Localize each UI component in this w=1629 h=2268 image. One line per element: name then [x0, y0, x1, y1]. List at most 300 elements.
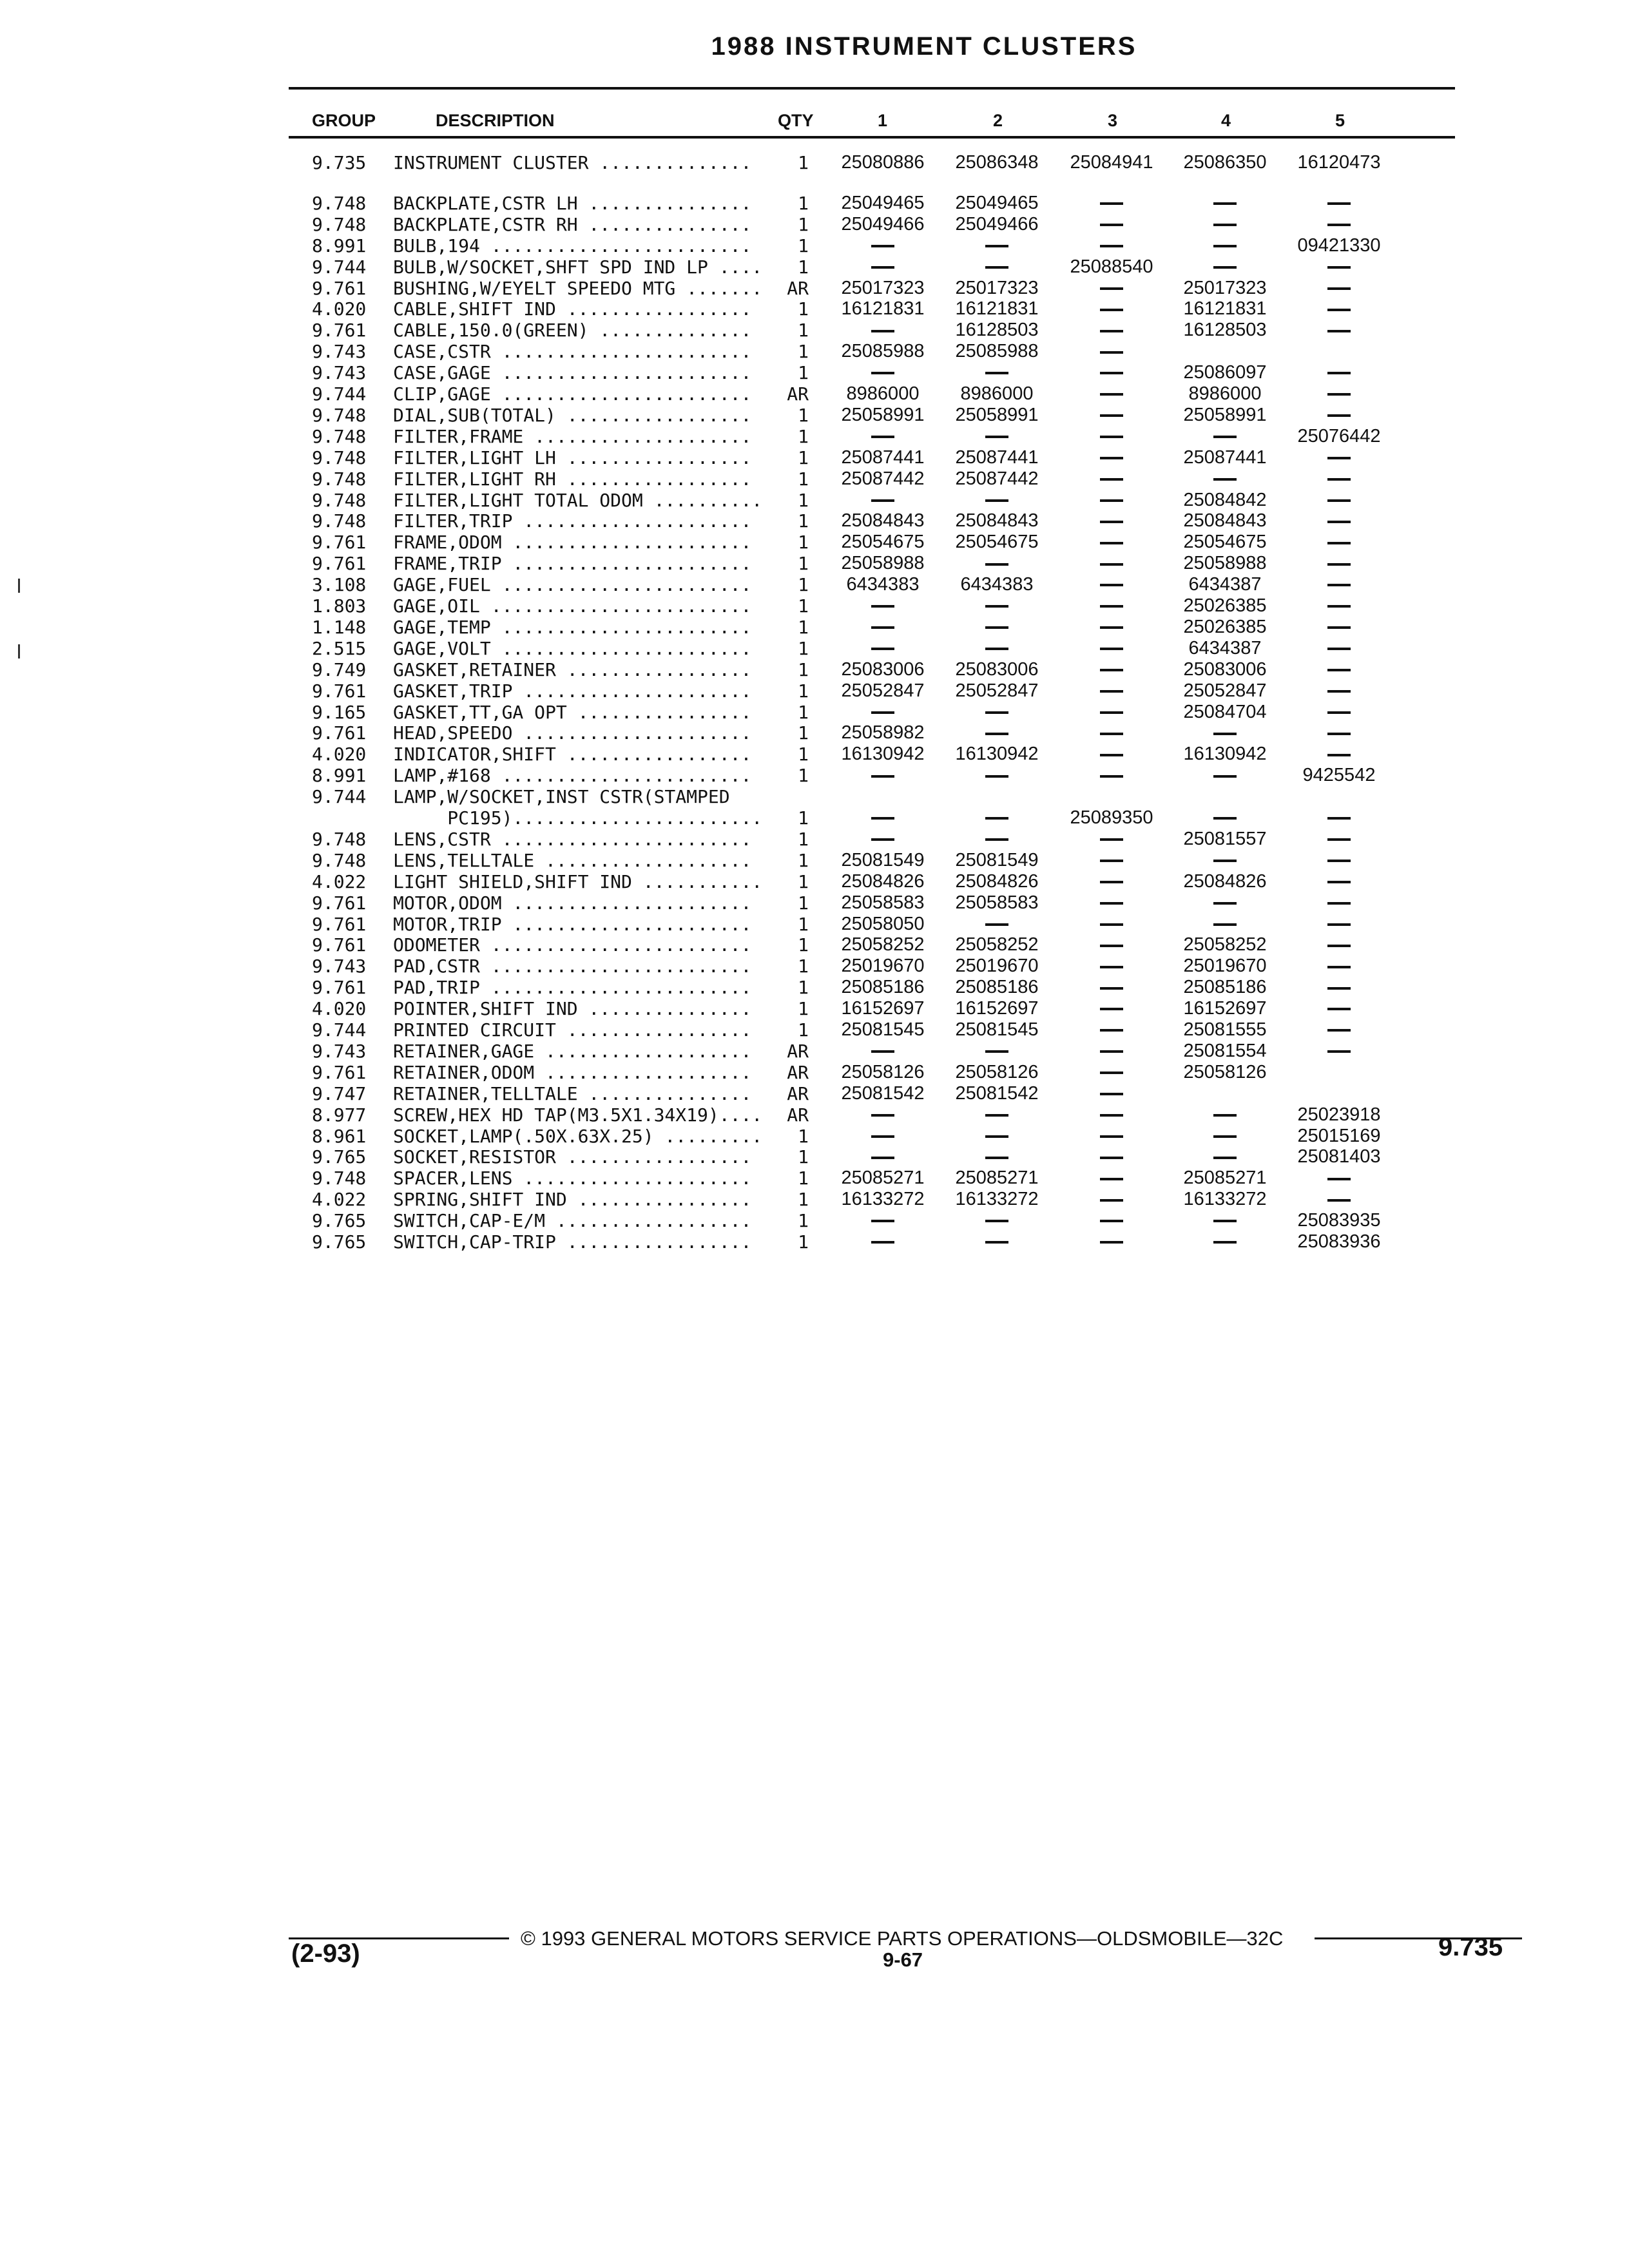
dash-mark: [1327, 945, 1351, 947]
group-cell: 9.765: [312, 1231, 367, 1253]
qty-cell: 1: [798, 744, 809, 765]
part-number-cell: 16128503: [1183, 320, 1267, 341]
qty-cell: 1: [798, 1210, 809, 1232]
description-cell: LIGHT SHIELD,SHIFT IND ...........: [393, 870, 763, 892]
qty-cell: 1: [798, 913, 809, 935]
not-applicable-dash: [1278, 490, 1400, 511]
not-applicable-dash: [1278, 829, 1400, 850]
not-applicable-dash: [822, 256, 944, 278]
dash-mark: [1100, 775, 1123, 778]
not-applicable-dash: [1050, 468, 1173, 490]
part-number-cell: 25085988: [955, 341, 1039, 362]
group-cell: 4.020: [312, 744, 367, 765]
dash-mark: [871, 1050, 894, 1053]
part-number-cell: 16121831: [955, 298, 1039, 320]
not-applicable-dash: [1278, 914, 1400, 935]
not-applicable-dash: [1278, 850, 1400, 871]
dash-mark: [1327, 987, 1351, 990]
description-cell: CASE,CSTR .......................: [393, 341, 752, 363]
not-applicable-dash: [936, 553, 1058, 574]
dash-mark: [1327, 202, 1351, 205]
not-applicable-dash: [936, 1210, 1058, 1231]
part-number-cell: 25058991: [1183, 404, 1267, 425]
group-cell: 9.748: [312, 404, 367, 426]
not-applicable-dash: [936, 1231, 1058, 1253]
dash-mark: [985, 1157, 1008, 1159]
not-applicable-dash: [1278, 468, 1400, 490]
part-number-cell: 25085271: [955, 1168, 1039, 1189]
dash-mark: [1327, 563, 1351, 566]
part-number-cell: 25084941: [1070, 152, 1153, 173]
qty-cell: 1: [798, 849, 809, 871]
group-cell: 1.148: [312, 616, 367, 638]
group-cell: 9.744: [312, 786, 367, 808]
qty-cell: 1: [798, 553, 809, 575]
not-applicable-dash: [1278, 532, 1400, 553]
dash-mark: [985, 648, 1008, 650]
table-row: [0, 1168, 1629, 1189]
part-number-cell: 16128503: [955, 320, 1039, 341]
not-applicable-dash: [1278, 702, 1400, 723]
qty-cell: AR: [787, 277, 809, 299]
not-applicable-dash: [1164, 468, 1286, 490]
qty-cell: 1: [798, 828, 809, 850]
group-cell: 8.991: [312, 235, 367, 256]
dash-mark: [1327, 966, 1351, 968]
margin-mark: [18, 579, 20, 593]
dash-mark: [1100, 1050, 1123, 1053]
description-cell: CLIP,GAGE .......................: [393, 383, 752, 405]
part-number-cell: 8986000: [846, 383, 920, 404]
not-applicable-dash: [1164, 1126, 1286, 1147]
description-cell: SPRING,SHIFT IND ................: [393, 1189, 752, 1211]
qty-cell: AR: [787, 1104, 809, 1126]
qty-cell: 1: [798, 362, 809, 384]
table-row: [0, 595, 1629, 617]
qty-cell: 1: [798, 510, 809, 532]
dash-mark: [985, 1220, 1008, 1222]
dash-mark: [1100, 224, 1123, 226]
dash-mark: [871, 605, 894, 608]
description-cell: SWITCH,CAP-TRIP .................: [393, 1231, 752, 1253]
dash-mark: [1100, 945, 1123, 947]
part-number-cell: 25026385: [1183, 595, 1267, 616]
dash-mark: [985, 817, 1008, 820]
description-cell: HEAD,SPEEDO .....................: [393, 722, 752, 744]
not-applicable-dash: [1050, 1041, 1173, 1062]
description-cell: INDICATOR,SHIFT .................: [393, 744, 752, 765]
description-cell: RETAINER,TELLTALE ...............: [393, 1082, 752, 1104]
qty-cell: 1: [798, 574, 809, 596]
qty-cell: 1: [798, 595, 809, 617]
qty-cell: 1: [798, 892, 809, 914]
dash-mark: [985, 838, 1008, 841]
page-number: 9-67: [883, 1948, 923, 1971]
dash-mark: [985, 266, 1008, 269]
dash-mark: [1213, 478, 1237, 481]
dash-mark: [871, 330, 894, 332]
table-row: [0, 574, 1629, 595]
part-number-cell: 25081542: [841, 1082, 925, 1104]
table-row: [0, 468, 1629, 490]
part-number-cell: 25085186: [1183, 977, 1267, 998]
not-applicable-dash: [1164, 426, 1286, 447]
part-number-cell: 25058982: [841, 722, 925, 744]
description-cell: SOCKET,RESISTOR .................: [393, 1146, 752, 1168]
dash-mark: [871, 711, 894, 714]
table-row: [0, 1062, 1629, 1083]
dash-mark: [1213, 1157, 1237, 1159]
part-number-cell: 16130942: [955, 744, 1039, 765]
description-cell: LAMP,W/SOCKET,INST CSTR(STAMPED: [393, 786, 730, 808]
dash-mark: [1327, 457, 1351, 459]
table-row: [0, 214, 1629, 235]
description-cell: SOCKET,LAMP(.50X.63X.25) .........: [393, 1125, 763, 1147]
description-cell: INSTRUMENT CLUSTER ..............: [393, 152, 752, 173]
part-number-cell: 25084826: [1183, 870, 1267, 892]
dash-mark: [1213, 860, 1237, 862]
dash-mark: [1213, 224, 1237, 226]
not-applicable-dash: [1050, 1083, 1173, 1104]
description-cell: FILTER,LIGHT TOTAL ODOM ..........: [393, 489, 763, 511]
dash-mark: [1100, 1157, 1123, 1159]
part-number-cell: 25083935: [1297, 1210, 1381, 1231]
dash-mark: [1327, 266, 1351, 269]
part-number-cell: 25084704: [1183, 701, 1267, 722]
part-number-cell: 25054675: [841, 532, 925, 553]
dash-mark: [1100, 923, 1123, 926]
part-number-cell: 16133272: [1183, 1189, 1267, 1210]
dash-mark: [1327, 605, 1351, 608]
not-applicable-dash: [1050, 341, 1173, 362]
dash-mark: [985, 923, 1008, 926]
not-applicable-dash: [822, 1231, 944, 1253]
group-cell: 9.748: [312, 468, 367, 490]
description-cell: BUSHING,W/EYELT SPEEDO MTG .......: [393, 277, 763, 299]
dash-mark: [1100, 245, 1123, 247]
not-applicable-dash: [1050, 532, 1173, 553]
table-row: [0, 532, 1629, 553]
part-number-cell: 25052847: [841, 680, 925, 701]
part-number-cell: 25049465: [841, 192, 925, 213]
dash-mark: [1327, 881, 1351, 883]
not-applicable-dash: [1278, 383, 1400, 405]
description-cell: FILTER,LIGHT RH .................: [393, 468, 752, 490]
description-cell: LAMP,#168 .......................: [393, 765, 752, 787]
group-cell: 9.761: [312, 277, 367, 299]
not-applicable-dash: [1278, 1041, 1400, 1062]
dash-mark: [1327, 521, 1351, 523]
not-applicable-dash: [1050, 510, 1173, 532]
qty-cell: 1: [798, 341, 809, 363]
table-row: [0, 1146, 1629, 1168]
qty-cell: 1: [798, 765, 809, 787]
dash-mark: [985, 1135, 1008, 1138]
column-header-description: DESCRIPTION: [436, 111, 555, 130]
part-number-cell: 6434387: [1188, 637, 1262, 658]
not-applicable-dash: [1050, 595, 1173, 617]
dash-mark: [1327, 817, 1351, 820]
table-row: [0, 1041, 1629, 1062]
part-number-cell: 25086348: [955, 152, 1039, 173]
part-number-cell: 9425542: [1302, 765, 1376, 786]
part-number-cell: 8986000: [1188, 383, 1262, 404]
table-row: [0, 1210, 1629, 1231]
group-cell: 4.022: [312, 1189, 367, 1211]
not-applicable-dash: [1278, 574, 1400, 595]
part-number-cell: 25081545: [955, 1019, 1039, 1040]
qty-cell: 1: [798, 320, 809, 341]
dash-mark: [1327, 648, 1351, 650]
part-number-cell: 25058252: [1183, 934, 1267, 956]
not-applicable-dash: [936, 829, 1058, 850]
dash-mark: [1100, 393, 1123, 396]
qty-cell: 1: [798, 870, 809, 892]
qty-cell: 1: [798, 213, 809, 235]
qty-cell: AR: [787, 1040, 809, 1062]
not-applicable-dash: [822, 320, 944, 341]
not-applicable-dash: [822, 638, 944, 659]
dash-mark: [1327, 330, 1351, 332]
part-number-cell: 25058252: [841, 934, 925, 956]
description-cell: SWITCH,CAP-E/M ..................: [393, 1210, 752, 1232]
table-row: [0, 914, 1629, 935]
not-applicable-dash: [1050, 702, 1173, 723]
not-applicable-dash: [1050, 405, 1173, 426]
part-number-cell: 25081545: [841, 1019, 925, 1040]
dash-mark: [871, 245, 894, 247]
part-number-cell: 25058126: [1183, 1061, 1267, 1082]
dash-mark: [1100, 881, 1123, 883]
description-cell: GAGE,TEMP .......................: [393, 616, 752, 638]
part-number-cell: 25081554: [1183, 1040, 1267, 1061]
table-row: [0, 786, 1629, 807]
not-applicable-dash: [1050, 426, 1173, 447]
date-code: (2-93): [291, 1939, 360, 1968]
dash-mark: [1213, 817, 1237, 820]
description-cell: DIAL,SUB(TOTAL) .................: [393, 404, 752, 426]
dash-mark: [1100, 605, 1123, 608]
dash-mark: [1327, 542, 1351, 544]
part-number-cell: 6434383: [846, 574, 920, 595]
dash-mark: [871, 1220, 894, 1222]
dash-mark: [1327, 1050, 1351, 1053]
not-applicable-dash: [1278, 871, 1400, 892]
not-applicable-dash: [936, 807, 1058, 829]
table-row: [0, 1189, 1629, 1210]
group-cell: 4.020: [312, 298, 367, 320]
part-number-cell: 25058126: [955, 1061, 1039, 1082]
dash-mark: [1100, 838, 1123, 841]
part-number-cell: 16121831: [1183, 298, 1267, 320]
table-row: [0, 152, 1629, 173]
dash-mark: [1100, 1135, 1123, 1138]
not-applicable-dash: [1050, 235, 1173, 256]
qty-cell: 1: [798, 1125, 809, 1147]
margin-mark: [18, 644, 20, 658]
table-row: [0, 807, 1629, 829]
not-applicable-dash: [1050, 1019, 1173, 1041]
qty-cell: 1: [798, 701, 809, 723]
description-cell: GAGE,VOLT .......................: [393, 637, 752, 659]
dash-mark: [1100, 499, 1123, 502]
dash-mark: [1100, 1178, 1123, 1180]
part-number-cell: 25084826: [841, 870, 925, 892]
not-applicable-dash: [1278, 362, 1400, 383]
group-cell: 9.744: [312, 383, 367, 405]
table-row: [0, 447, 1629, 468]
not-applicable-dash: [822, 702, 944, 723]
table-row: [0, 256, 1629, 278]
description-cell: PRINTED CIRCUIT .................: [393, 1019, 752, 1041]
part-number-cell: 25087441: [841, 447, 925, 468]
dash-mark: [1100, 1241, 1123, 1244]
dash-mark: [1100, 584, 1123, 586]
qty-cell: 1: [798, 192, 809, 214]
dash-mark: [1327, 626, 1351, 629]
part-number-cell: 25084843: [1183, 510, 1267, 532]
group-cell: 9.165: [312, 701, 367, 723]
dash-mark: [1327, 393, 1351, 396]
not-applicable-dash: [1050, 914, 1173, 935]
not-applicable-dash: [936, 617, 1058, 638]
not-applicable-dash: [936, 235, 1058, 256]
description-cell: FILTER,LIGHT LH .................: [393, 447, 752, 468]
not-applicable-dash: [936, 914, 1058, 935]
description-cell: BULB,W/SOCKET,SHFT SPD IND LP ....: [393, 256, 763, 278]
part-number-cell: 09421330: [1297, 235, 1381, 256]
part-number-cell: 25085988: [841, 341, 925, 362]
part-number-cell: 25019670: [955, 956, 1039, 977]
dash-mark: [1213, 902, 1237, 905]
qty-cell: 1: [798, 934, 809, 956]
group-cell: 9.748: [312, 425, 367, 447]
dash-mark: [1213, 1241, 1237, 1244]
dash-mark: [1327, 860, 1351, 862]
table-row: [0, 1019, 1629, 1041]
not-applicable-dash: [822, 765, 944, 786]
table-row: [0, 426, 1629, 447]
not-applicable-dash: [1278, 595, 1400, 617]
not-applicable-dash: [1278, 1189, 1400, 1210]
group-cell: 4.020: [312, 998, 367, 1020]
not-applicable-dash: [1278, 659, 1400, 680]
not-applicable-dash: [822, 426, 944, 447]
not-applicable-dash: [936, 362, 1058, 383]
part-number-cell: 6434383: [960, 574, 1034, 595]
dash-mark: [985, 626, 1008, 629]
section-number: 9.735: [1438, 1933, 1503, 1961]
not-applicable-dash: [1164, 807, 1286, 829]
qty-cell: AR: [787, 1082, 809, 1104]
dash-mark: [1100, 309, 1123, 311]
group-cell: 8.977: [312, 1104, 367, 1126]
part-number-cell: 25085186: [955, 977, 1039, 998]
group-cell: 9.765: [312, 1210, 367, 1232]
qty-cell: 1: [798, 1019, 809, 1041]
not-applicable-dash: [1050, 998, 1173, 1019]
description-cell: CASE,GAGE .......................: [393, 362, 752, 384]
dash-mark: [1100, 669, 1123, 671]
dash-mark: [985, 1241, 1008, 1244]
qty-cell: 1: [798, 489, 809, 511]
dash-mark: [1213, 1135, 1237, 1138]
description-cell: CABLE,SHIFT IND .................: [393, 298, 752, 320]
table-row: [0, 362, 1629, 383]
qty-cell: 1: [798, 152, 809, 173]
dash-mark: [985, 711, 1008, 714]
part-number-cell: 25058991: [955, 404, 1039, 425]
part-number-cell: 25085186: [841, 977, 925, 998]
group-cell: 9.761: [312, 680, 367, 702]
table-row: [0, 490, 1629, 511]
qty-cell: 1: [798, 722, 809, 744]
part-number-cell: 25081542: [955, 1082, 1039, 1104]
not-applicable-dash: [1278, 977, 1400, 998]
group-cell: 9.761: [312, 553, 367, 575]
not-applicable-dash: [1278, 680, 1400, 702]
not-applicable-dash: [1050, 680, 1173, 702]
group-cell: 8.991: [312, 765, 367, 787]
group-cell: 9.743: [312, 1040, 367, 1062]
dash-mark: [1100, 754, 1123, 756]
not-applicable-dash: [1164, 850, 1286, 871]
not-applicable-dash: [1164, 722, 1286, 744]
not-applicable-dash: [1050, 553, 1173, 574]
part-number-cell: 16133272: [841, 1189, 925, 1210]
dash-mark: [871, 1135, 894, 1138]
not-applicable-dash: [1050, 1062, 1173, 1083]
not-applicable-dash: [1278, 298, 1400, 320]
dash-mark: [985, 372, 1008, 374]
qty-cell: 1: [798, 680, 809, 702]
part-number-cell: 25083006: [841, 658, 925, 680]
dash-mark: [1100, 330, 1123, 332]
not-applicable-dash: [1050, 956, 1173, 977]
dash-mark: [1100, 626, 1123, 629]
part-number-cell: 25089350: [1070, 807, 1153, 828]
not-applicable-dash: [936, 256, 1058, 278]
dash-mark: [1213, 1114, 1237, 1117]
dash-mark: [871, 775, 894, 778]
part-number-cell: 25058988: [841, 553, 925, 574]
not-applicable-dash: [1164, 765, 1286, 786]
not-applicable-dash: [1050, 278, 1173, 299]
column-header-3: 3: [1108, 111, 1118, 130]
description-cell: RETAINER,ODOM ...................: [393, 1061, 752, 1083]
not-applicable-dash: [1278, 722, 1400, 744]
table-row: [0, 341, 1629, 362]
dash-mark: [1100, 414, 1123, 417]
dash-mark: [1100, 987, 1123, 990]
dash-mark: [1100, 287, 1123, 290]
dash-mark: [985, 563, 1008, 566]
not-applicable-dash: [936, 638, 1058, 659]
qty-cell: 1: [798, 1146, 809, 1168]
part-number-cell: 25026385: [1183, 616, 1267, 637]
not-applicable-dash: [1050, 659, 1173, 680]
qty-cell: 1: [798, 1189, 809, 1211]
part-number-cell: 25085271: [1183, 1168, 1267, 1189]
part-number-cell: 16152697: [955, 998, 1039, 1019]
part-number-cell: 25058583: [841, 892, 925, 913]
not-applicable-dash: [1050, 892, 1173, 914]
not-applicable-dash: [1050, 214, 1173, 235]
qty-cell: 1: [798, 616, 809, 638]
dash-mark: [1100, 1008, 1123, 1010]
table-row: [0, 871, 1629, 892]
part-number-cell: 6434387: [1188, 574, 1262, 595]
